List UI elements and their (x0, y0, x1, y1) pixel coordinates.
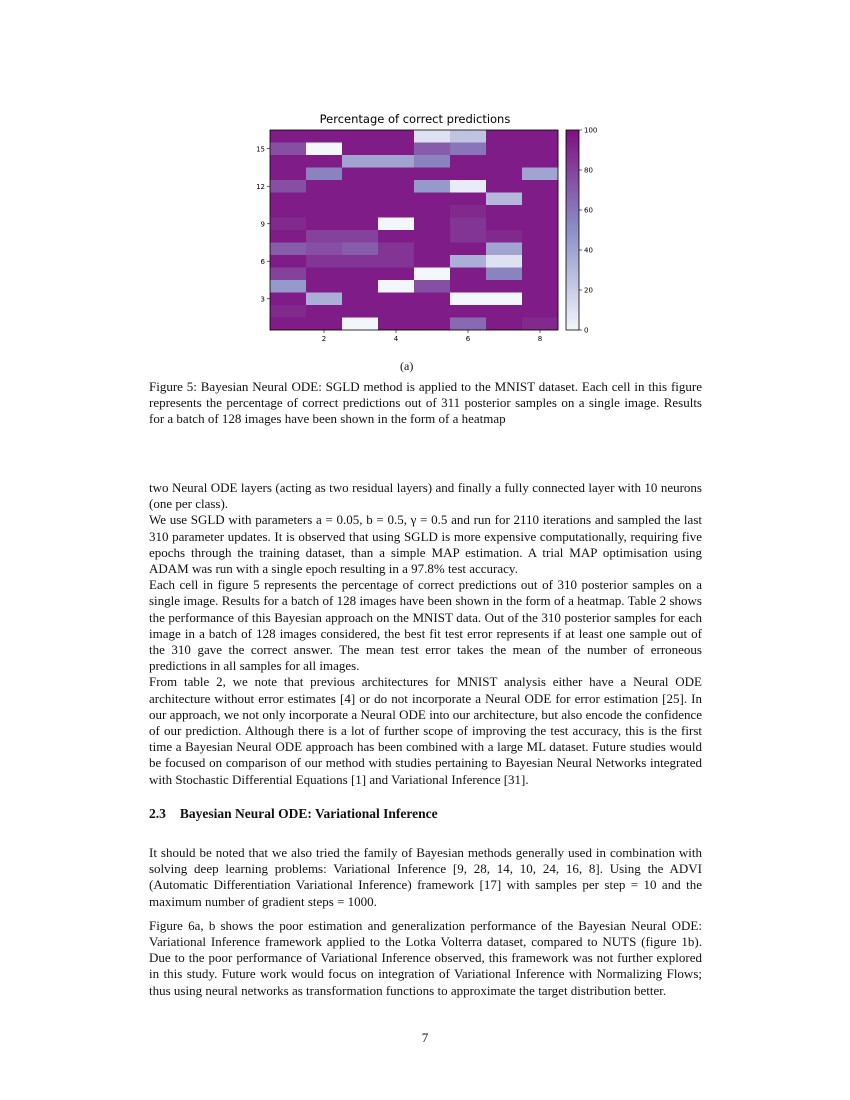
body-paragraph: From table 2, we note that previous architectures for MNIST analysis either have a Neural ODE architecture without error estimates [4] or do not incorporate a Neural ODE for error estimation [25]. In our approach, we not only incorporate a Neural ODE into our architecture, but also encode the confidence of our prediction. Although there is a lot of further scope of improving the test accuracy, this is the first time a Bayesian Neural ODE approach has been combined with a large ML dataset. Future studies would be focused on comparison of our method with studies pertaining to Bayesian Neural Networks integrated with Stochastic Differential Equations [1] and Variational Inference [31]. (149, 674, 702, 787)
heatmap-cell (342, 168, 378, 181)
heatmap-cell (306, 155, 342, 168)
heatmap-cell (486, 243, 522, 256)
heatmap-cell (522, 130, 558, 143)
heatmap-cell (414, 143, 450, 156)
heatmap-cell (306, 205, 342, 218)
heatmap-cell (522, 243, 558, 256)
heatmap-cell (414, 180, 450, 193)
heatmap-cell (306, 280, 342, 293)
heatmap-cell (306, 255, 342, 268)
heatmap-cell (342, 130, 378, 143)
y-tick-label: 12 (256, 182, 265, 191)
heatmap-cell (414, 155, 450, 168)
heatmap-cell (378, 243, 414, 256)
heatmap-cell (414, 130, 450, 143)
heatmap-cell (450, 155, 486, 168)
y-tick-label: 6 (260, 257, 265, 266)
heatmap-cell (414, 205, 450, 218)
colorbar-tick-label: 20 (584, 286, 593, 295)
heatmap-cell (486, 168, 522, 181)
heatmap-cell (342, 155, 378, 168)
heatmap-cell (450, 205, 486, 218)
heatmap-cell (342, 293, 378, 306)
heatmap-title: Percentage of correct predictions (319, 112, 511, 126)
heatmap-cell (522, 168, 558, 181)
heatmap-cell (378, 180, 414, 193)
heatmap-cell (450, 130, 486, 143)
heatmap-cell (486, 230, 522, 243)
heatmap-cell (486, 280, 522, 293)
heatmap-cell (450, 268, 486, 281)
heatmap-cell (342, 305, 378, 318)
heatmap-cell (522, 218, 558, 231)
heatmap-cell (522, 205, 558, 218)
heatmap-cell (486, 255, 522, 268)
heatmap-cell (450, 230, 486, 243)
heatmap-cell (486, 268, 522, 281)
heatmap-cell (378, 293, 414, 306)
heatmap-cell (270, 280, 306, 293)
y-tick-label: 15 (256, 145, 265, 154)
heatmap-cell (450, 255, 486, 268)
heatmap-cell (486, 193, 522, 206)
heatmap-cell (342, 230, 378, 243)
heatmap-cell (522, 255, 558, 268)
heatmap-cell (306, 243, 342, 256)
heatmap-cell (270, 130, 306, 143)
heatmap-cell (378, 255, 414, 268)
heatmap-cell (306, 230, 342, 243)
heatmap-cell (378, 130, 414, 143)
heatmap-cell (450, 243, 486, 256)
x-tick-label: 4 (393, 335, 399, 343)
heatmap-cell (522, 280, 558, 293)
heatmap-cell (270, 268, 306, 281)
heatmap-cell (522, 180, 558, 193)
section-title: Bayesian Neural ODE: Variational Inference (179, 806, 438, 821)
heatmap-cell (486, 218, 522, 231)
heatmap-cell (522, 293, 558, 306)
heatmap-cell (270, 255, 306, 268)
heatmap-cell (414, 280, 450, 293)
heatmap-cell (270, 230, 306, 243)
heatmap-cell (414, 293, 450, 306)
heatmap-cell (270, 305, 306, 318)
heatmap-cell (270, 318, 306, 331)
heatmap-cell (450, 318, 486, 331)
heatmap-cell (486, 205, 522, 218)
x-tick-label: 8 (537, 335, 543, 343)
heatmap-cell (486, 318, 522, 331)
heatmap-cell (486, 180, 522, 193)
heatmap-cell (342, 255, 378, 268)
heatmap-cell (378, 280, 414, 293)
heatmap-cell (450, 218, 486, 231)
heatmap-cell (270, 168, 306, 181)
y-tick-label: 9 (260, 220, 265, 229)
heatmap-cell (450, 193, 486, 206)
heatmap-cell (522, 318, 558, 331)
heatmap-cell (306, 318, 342, 331)
heatmap-cell (342, 143, 378, 156)
heatmap-cell (342, 205, 378, 218)
y-tick-label: 3 (260, 295, 265, 304)
colorbar-tick-label: 100 (584, 126, 598, 135)
heatmap-cell (270, 180, 306, 193)
colorbar-tick-label: 40 (584, 246, 593, 255)
heatmap-cell (306, 305, 342, 318)
heatmap-cell (378, 205, 414, 218)
heatmap-cell (270, 205, 306, 218)
heatmap-cell (306, 293, 342, 306)
heatmap-cell (378, 218, 414, 231)
section-heading (149, 806, 438, 822)
heatmap-cell (378, 155, 414, 168)
heatmap-cell (414, 255, 450, 268)
heatmap-cell (522, 230, 558, 243)
page-number: 7 (421, 1030, 429, 1045)
colorbar-tick-label: 80 (584, 166, 593, 175)
heatmap-cell (486, 143, 522, 156)
heatmap-cell (522, 193, 558, 206)
x-tick-label: 6 (465, 335, 471, 343)
heatmap-cell (306, 180, 342, 193)
section-text (149, 845, 702, 999)
heatmap-cell (342, 280, 378, 293)
heatmap-cell (486, 130, 522, 143)
heatmap-cell (378, 318, 414, 331)
heatmap-cell (378, 268, 414, 281)
heatmap-cell (450, 168, 486, 181)
heatmap-cell (270, 293, 306, 306)
heatmap-cell (378, 168, 414, 181)
heatmap-cell (522, 155, 558, 168)
heatmap-cell (270, 218, 306, 231)
heatmap-cell (414, 218, 450, 231)
heatmap-cell (270, 143, 306, 156)
heatmap-cell (306, 130, 342, 143)
heatmap-cell (306, 168, 342, 181)
heatmap-cell (378, 193, 414, 206)
heatmap-cell (450, 280, 486, 293)
heatmap-cell (270, 193, 306, 206)
colorbar (566, 130, 579, 330)
heatmap-cell (342, 193, 378, 206)
heatmap-cell (270, 155, 306, 168)
heatmap-cell (486, 305, 522, 318)
figure-5 (250, 110, 610, 373)
section-paragraph: It should be noted that we also tried the family of Bayesian methods generally used in combination with solving deep learning problems: Variational Inference [9, 28, 14, 10, 24, 16, 8]. Using the ADVI (Automatic Differentiation Variational Inference) framework [17] with samples per step = 10 and the maximum number of gradient steps = 1000. (149, 845, 702, 909)
heatmap-cell (306, 268, 342, 281)
body-paragraph: We use SGLD with parameters a = 0.05, b = 0.5, γ = 0.5 and run for 2110 iterations and sampled the last 310 parameter updates. It is observed that using SGLD is more expensive computationally, requiring five epochs through the training dataset, than a simple MAP estimation. A trial MAP optimisation using ADAM was run with a single epoch resulting in a 97.8% test accuracy. (149, 512, 702, 577)
heatmap-cell (486, 293, 522, 306)
heatmap-cell (414, 305, 450, 318)
heatmap-cell (306, 143, 342, 156)
heatmap-cell (378, 143, 414, 156)
heatmap-cell (414, 243, 450, 256)
heatmap-cell (486, 155, 522, 168)
heatmap-chart (250, 110, 610, 350)
heatmap-cell (414, 268, 450, 281)
colorbar-tick-label: 60 (584, 206, 593, 215)
heatmap-cell (450, 143, 486, 156)
section-paragraph: Figure 6a, b shows the poor estimation and generalization performance of the Bayesian Neural ODE: Variational Inference framework applied to the Lotka Volterra dataset, compared to NUTS (figure 1b). Due to the poor performance of Variational Inference observed, this framework was not further explored in this study. Future work would focus on integration of Variational Inference with Normalizing Flows; thus using neural networks as transformation functions to approximate the target distribution better. (149, 917, 702, 998)
heatmap-cell (270, 243, 306, 256)
heatmap-cell (378, 305, 414, 318)
heatmap-cell (342, 218, 378, 231)
heatmap-cell (450, 305, 486, 318)
figure-caption: Figure 5: Bayesian Neural ODE: SGLD method is applied to the MNIST dataset. Each cell in this figure represents the percentage of correct predictions out of 311 posterior samples on a single image. Results for a batch of 128 images have been shown in the form of a heatmap (149, 379, 702, 426)
heatmap-cell (414, 168, 450, 181)
heatmap-cell (522, 305, 558, 318)
heatmap-cell (414, 193, 450, 206)
heatmap-cell (342, 180, 378, 193)
x-tick-label: 2 (321, 335, 327, 343)
heatmap-cell (342, 268, 378, 281)
colorbar-tick-label: 0 (584, 326, 589, 335)
body-text (149, 480, 702, 788)
heatmap-cell (378, 230, 414, 243)
heatmap-cell (414, 318, 450, 331)
body-paragraph: two Neural ODE layers (acting as two residual layers) and finally a fully connected layer with 10 neurons (one per class). (149, 480, 702, 512)
heatmap-cell (342, 243, 378, 256)
body-paragraph: Each cell in figure 5 represents the percentage of correct predictions out of 310 posterior samples on a single image. Results for a batch of 128 images have been shown in the form of a heatmap. Table 2 shows the performance of this Bayesian approach on the MNIST data. Out of the 310 posterior samples for each image in a batch of 128 images considered, the best fit test error represents if at least one sample out of the 310 gave the correct answer. The mean test error takes the mean of the number of erroneous predictions in all samples for all images. (149, 577, 702, 674)
heatmap-cell (414, 230, 450, 243)
heatmap-cell (450, 293, 486, 306)
heatmap-cell (450, 180, 486, 193)
section-number: 2.3 (149, 806, 166, 821)
heatmap-cell (306, 218, 342, 231)
heatmap-cell (522, 268, 558, 281)
heatmap-cell (306, 193, 342, 206)
subfigure-label: (a) (400, 359, 414, 373)
heatmap-cell (342, 318, 378, 331)
heatmap-cell (522, 143, 558, 156)
